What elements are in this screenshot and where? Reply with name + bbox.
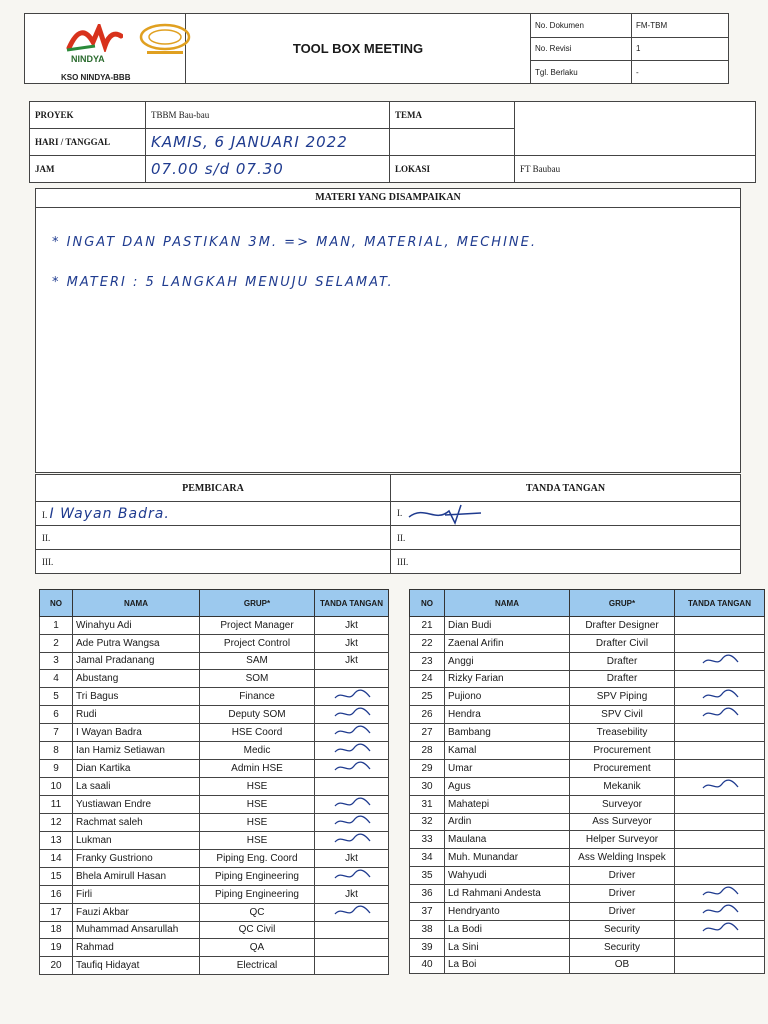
attendee-name: La Sini <box>445 938 570 956</box>
hari-label: HARI / TANGGAL <box>30 129 146 156</box>
row-number: 24 <box>410 670 445 688</box>
attendee-name: Winahyu Adi <box>73 617 200 635</box>
attendee-name: Agus <box>445 777 570 795</box>
attendee-name: Umar <box>445 759 570 777</box>
row-number: 12 <box>40 813 73 831</box>
table-row <box>410 617 765 635</box>
attendee-name: Rizky Farian <box>445 670 570 688</box>
table-row <box>410 634 765 652</box>
col-nama: NAMA <box>445 590 570 617</box>
attendee-signature: Jkt <box>315 885 389 903</box>
row-number: 15 <box>40 867 73 885</box>
row-number: 14 <box>40 849 73 867</box>
attendee-signature <box>675 670 765 688</box>
attendee-signature <box>315 706 389 724</box>
table-row <box>410 724 765 742</box>
row-number: 1 <box>40 617 73 635</box>
speaker-signature: III. <box>391 550 741 574</box>
attendee-signature <box>315 795 389 813</box>
col-ttd: TANDA TANGAN <box>315 590 389 617</box>
table-row <box>40 706 389 724</box>
page-title: TOOL BOX MEETING <box>292 41 424 56</box>
signature-mark <box>332 760 372 774</box>
table-row <box>410 670 765 688</box>
attendee-name: Muh. Munandar <box>445 849 570 867</box>
row-number: I. <box>42 509 48 520</box>
row-number: 9 <box>40 760 73 778</box>
attendee-name: La Boi <box>445 956 570 974</box>
attendee-signature <box>315 778 389 796</box>
attendee-name: Dian Kartika <box>73 760 200 778</box>
attendee-signature: Jkt <box>315 652 389 670</box>
attendee-signature <box>315 957 389 975</box>
attendee-group: SOM <box>200 670 315 688</box>
attendee-name: Anggi <box>445 652 570 670</box>
table-row <box>40 724 389 742</box>
attendee-group: Ass Welding Inspek <box>570 849 675 867</box>
blank-cell <box>390 129 515 156</box>
attendee-signature <box>675 688 765 706</box>
attendee-group: Security <box>570 920 675 938</box>
valid-date-value: - <box>636 67 639 77</box>
row-number: 17 <box>40 903 73 921</box>
row-number: 10 <box>40 778 73 796</box>
attendee-name: Taufiq Hidayat <box>73 957 200 975</box>
signature-mark <box>332 832 372 846</box>
table-row <box>40 939 389 957</box>
table-row <box>410 652 765 670</box>
col-nama: NAMA <box>73 590 200 617</box>
table-row <box>410 759 765 777</box>
table-row <box>410 866 765 884</box>
speaker-name: I Wayan Badra. <box>49 505 170 522</box>
materi-line: * MATERI : 5 LANGKAH MENUJU SELAMAT. <box>52 275 394 290</box>
attendee-group: Drafter <box>570 652 675 670</box>
row-number: 33 <box>410 831 445 849</box>
speaker-signature: II. <box>391 526 741 550</box>
table-row <box>410 688 765 706</box>
speaker-table <box>35 474 741 574</box>
row-number: 38 <box>410 920 445 938</box>
attendee-group: SPV Civil <box>570 706 675 724</box>
table-row <box>40 795 389 813</box>
row-number: 26 <box>410 706 445 724</box>
attendee-name: Hendra <box>445 706 570 724</box>
attendee-group: Admin HSE <box>200 760 315 778</box>
lokasi-value: FT Baubau <box>515 156 756 183</box>
signature-mark <box>700 885 740 899</box>
speaker-signature <box>391 502 741 526</box>
nindya-logo-icon <box>65 24 123 52</box>
signature-mark <box>332 706 372 720</box>
attendee-signature <box>675 866 765 884</box>
attendee-group: Treasebility <box>570 724 675 742</box>
attendee-name: Dian Budi <box>445 617 570 635</box>
table-row <box>40 849 389 867</box>
attendee-signature <box>315 760 389 778</box>
attendee-name: Fauzi Akbar <box>73 903 200 921</box>
table-row <box>40 652 389 670</box>
attendee-group: Helper Surveyor <box>570 831 675 849</box>
attendee-group: Mekanik <box>570 777 675 795</box>
attendee-signature <box>315 742 389 760</box>
table-row <box>410 706 765 724</box>
attendee-name: Bambang <box>445 724 570 742</box>
attendee-name: Ian Hamiz Setiawan <box>73 742 200 760</box>
row-number: 34 <box>410 849 445 867</box>
attendee-group: Deputy SOM <box>200 706 315 724</box>
signature-mark <box>700 778 740 792</box>
attendee-name: Lukman <box>73 831 200 849</box>
table-row <box>410 956 765 974</box>
attendee-group: Piping Engineering <box>200 885 315 903</box>
attendee-signature <box>315 867 389 885</box>
row-number: 6 <box>40 706 73 724</box>
attendee-signature <box>675 813 765 831</box>
row-number: 36 <box>410 884 445 902</box>
attendee-group: Medic <box>200 742 315 760</box>
attendee-name: I Wayan Badra <box>73 724 200 742</box>
row-number: 35 <box>410 866 445 884</box>
attendee-name: Firli <box>73 885 200 903</box>
attendee-signature <box>675 742 765 760</box>
table-row <box>40 742 389 760</box>
lokasi-label: LOKASI <box>390 156 515 183</box>
attendee-signature <box>675 724 765 742</box>
attendee-name: Wahyudi <box>445 866 570 884</box>
attendee-group: Piping Engineering <box>200 867 315 885</box>
row-number: 22 <box>410 634 445 652</box>
attendee-group: Procurement <box>570 742 675 760</box>
attendee-name: Tri Bagus <box>73 688 200 706</box>
attendee-signature: Jkt <box>315 634 389 652</box>
attendee-group: Finance <box>200 688 315 706</box>
row-number: 4 <box>40 670 73 688</box>
attendee-signature <box>675 920 765 938</box>
table-row <box>40 885 389 903</box>
attendee-signature <box>675 759 765 777</box>
attendee-name: La saali <box>73 778 200 796</box>
table-row <box>40 617 389 635</box>
attendee-signature <box>675 795 765 813</box>
table-row <box>410 920 765 938</box>
attendee-name: La Bodi <box>445 920 570 938</box>
table-row <box>40 867 389 885</box>
attendee-signature <box>315 724 389 742</box>
speaker-header: PEMBICARA <box>36 475 391 502</box>
table-row <box>410 742 765 760</box>
attendee-signature <box>675 956 765 974</box>
logo-text: NINDYA <box>71 54 105 64</box>
attendee-group: HSE Coord <box>200 724 315 742</box>
row-number: 16 <box>40 885 73 903</box>
signature-mark <box>332 868 372 882</box>
attendee-name: Pujiono <box>445 688 570 706</box>
table-row <box>410 831 765 849</box>
attendee-group: Electrical <box>200 957 315 975</box>
signature-mark <box>700 653 740 667</box>
materi-title: MATERI YANG DISAMPAIKAN <box>36 189 740 208</box>
attendee-name: Ade Putra Wangsa <box>73 634 200 652</box>
attendee-name: Hendryanto <box>445 902 570 920</box>
row-number: 23 <box>410 652 445 670</box>
row-number: 37 <box>410 902 445 920</box>
signature-mark <box>332 796 372 810</box>
attendee-group: SAM <box>200 652 315 670</box>
table-row <box>40 688 389 706</box>
attendee-name: Zaenal Arifin <box>445 634 570 652</box>
company-name: KSO NINDYA-BBB <box>61 73 131 82</box>
table-row <box>40 957 389 975</box>
attendee-name: Ardin <box>445 813 570 831</box>
attendee-group: HSE <box>200 795 315 813</box>
attendee-signature <box>315 688 389 706</box>
table-row <box>40 634 389 652</box>
row-number: 13 <box>40 831 73 849</box>
signature-mark <box>700 706 740 720</box>
attendee-signature <box>315 939 389 957</box>
attendee-group: Procurement <box>570 759 675 777</box>
attendee-group: Drafter Designer <box>570 617 675 635</box>
table-row <box>410 795 765 813</box>
row-number: 18 <box>40 921 73 939</box>
attendee-group: Piping Eng. Coord <box>200 849 315 867</box>
materi-section <box>35 188 741 473</box>
row-number: 40 <box>410 956 445 974</box>
hari-value: KAMIS, 6 JANUARI 2022 <box>146 129 390 156</box>
jam-label: JAM <box>30 156 146 183</box>
attendee-name: Maulana <box>445 831 570 849</box>
document-header <box>24 13 729 84</box>
signature-mark <box>332 724 372 738</box>
row-number: 5 <box>40 688 73 706</box>
attendee-group: Drafter Civil <box>570 634 675 652</box>
attendee-group: QC <box>200 903 315 921</box>
signature-mark <box>332 814 372 828</box>
table-row <box>40 831 389 849</box>
valid-date-label: Tgl. Berlaku <box>531 61 632 83</box>
speaker-row: II. <box>36 526 391 550</box>
attendee-group: Driver <box>570 884 675 902</box>
row-number: 25 <box>410 688 445 706</box>
proyek-value: TBBM Bau-bau <box>146 102 390 129</box>
row-number: 29 <box>410 759 445 777</box>
attendee-name: Mahatepi <box>445 795 570 813</box>
speaker-row <box>36 502 391 526</box>
row-number: 28 <box>410 742 445 760</box>
table-row <box>410 938 765 956</box>
attendee-signature <box>675 849 765 867</box>
row-number: 39 <box>410 938 445 956</box>
tema-value <box>515 102 756 156</box>
attendee-group: Project Manager <box>200 617 315 635</box>
speaker-row: III. <box>36 550 391 574</box>
revision-value: 1 <box>632 37 729 61</box>
attendee-group: Driver <box>570 902 675 920</box>
row-number: 31 <box>410 795 445 813</box>
revision-label: No. Revisi <box>531 37 632 61</box>
attendee-group: QC Civil <box>200 921 315 939</box>
attendee-name: Bhela Amirull Hasan <box>73 867 200 885</box>
col-ttd: TANDA TANGAN <box>675 590 765 617</box>
attendee-group: Drafter <box>570 670 675 688</box>
signature-mark <box>332 688 372 702</box>
table-row <box>410 849 765 867</box>
row-number: 8 <box>40 742 73 760</box>
row-number: 19 <box>40 939 73 957</box>
attendee-group: Surveyor <box>570 795 675 813</box>
attendee-group: HSE <box>200 778 315 796</box>
attendee-name: Rudi <box>73 706 200 724</box>
table-row <box>410 884 765 902</box>
col-grup: GRUP* <box>570 590 675 617</box>
attendee-signature: Jkt <box>315 849 389 867</box>
attendance-table-right <box>409 589 765 974</box>
attendee-signature <box>315 813 389 831</box>
attendee-signature <box>675 617 765 635</box>
row-number: 20 <box>40 957 73 975</box>
row-number: 2 <box>40 634 73 652</box>
attendee-group: Driver <box>570 866 675 884</box>
doc-no-label: No. Dokumen <box>531 14 632 37</box>
row-number: 3 <box>40 652 73 670</box>
row-number: I. <box>397 507 403 518</box>
attendee-signature: Jkt <box>315 617 389 635</box>
attendee-name: Franky Gustriono <box>73 849 200 867</box>
attendee-group: HSE <box>200 813 315 831</box>
row-number: 7 <box>40 724 73 742</box>
attendee-name: Kamal <box>445 742 570 760</box>
row-number: 27 <box>410 724 445 742</box>
attendee-group: Security <box>570 938 675 956</box>
table-row <box>410 813 765 831</box>
signature-mark <box>405 503 485 525</box>
table-row <box>410 902 765 920</box>
attendee-signature <box>675 902 765 920</box>
attendee-group: QA <box>200 939 315 957</box>
attendee-signature <box>315 831 389 849</box>
proyek-label: PROYEK <box>30 102 146 129</box>
project-info-table <box>29 101 756 183</box>
attendee-group: SPV Piping <box>570 688 675 706</box>
col-no: NO <box>40 590 73 617</box>
row-number: 11 <box>40 795 73 813</box>
attendee-group: OB <box>570 956 675 974</box>
table-row <box>40 813 389 831</box>
attendee-signature <box>675 884 765 902</box>
signature-mark <box>700 903 740 917</box>
attendee-name: Jamal Pradanang <box>73 652 200 670</box>
row-number: 21 <box>410 617 445 635</box>
attendance-table-left <box>39 589 389 975</box>
table-row <box>410 777 765 795</box>
attendee-name: Rahmad <box>73 939 200 957</box>
attendee-signature <box>675 777 765 795</box>
attendee-signature <box>315 670 389 688</box>
table-row <box>40 778 389 796</box>
col-grup: GRUP* <box>200 590 315 617</box>
doc-info-table <box>530 14 728 83</box>
jam-value: 07.00 s/d 07.30 <box>146 156 390 183</box>
attendee-name: Abustang <box>73 670 200 688</box>
signature-mark <box>332 742 372 756</box>
company-logo <box>25 14 186 83</box>
signature-mark <box>700 921 740 935</box>
row-number: 32 <box>410 813 445 831</box>
attendee-signature <box>675 634 765 652</box>
col-no: NO <box>410 590 445 617</box>
partner-logo-icon <box>137 22 193 56</box>
attendee-signature <box>315 921 389 939</box>
table-row <box>40 903 389 921</box>
signature-mark <box>700 688 740 702</box>
attendee-group: HSE <box>200 831 315 849</box>
row-number: 30 <box>410 777 445 795</box>
attendee-name: Muhammad Ansarullah <box>73 921 200 939</box>
signature-header: TANDA TANGAN <box>391 475 741 502</box>
tema-label: TEMA <box>390 102 515 129</box>
attendee-group: Project Control <box>200 634 315 652</box>
attendee-name: Rachmat saleh <box>73 813 200 831</box>
attendee-signature <box>675 706 765 724</box>
doc-no-value: FM-TBM <box>632 14 729 37</box>
table-row <box>40 670 389 688</box>
attendee-signature <box>675 652 765 670</box>
attendee-signature <box>675 831 765 849</box>
table-row <box>40 760 389 778</box>
signature-mark <box>332 904 372 918</box>
attendee-signature <box>315 903 389 921</box>
table-row <box>40 921 389 939</box>
attendee-signature <box>675 938 765 956</box>
attendee-name: Yustiawan Endre <box>73 795 200 813</box>
attendee-name: Ld Rahmani Andesta <box>445 884 570 902</box>
materi-line: * INGAT DAN PASTIKAN 3M. => MAN, MATERIAL, MECHINE. <box>52 235 537 250</box>
attendee-group: Ass Surveyor <box>570 813 675 831</box>
